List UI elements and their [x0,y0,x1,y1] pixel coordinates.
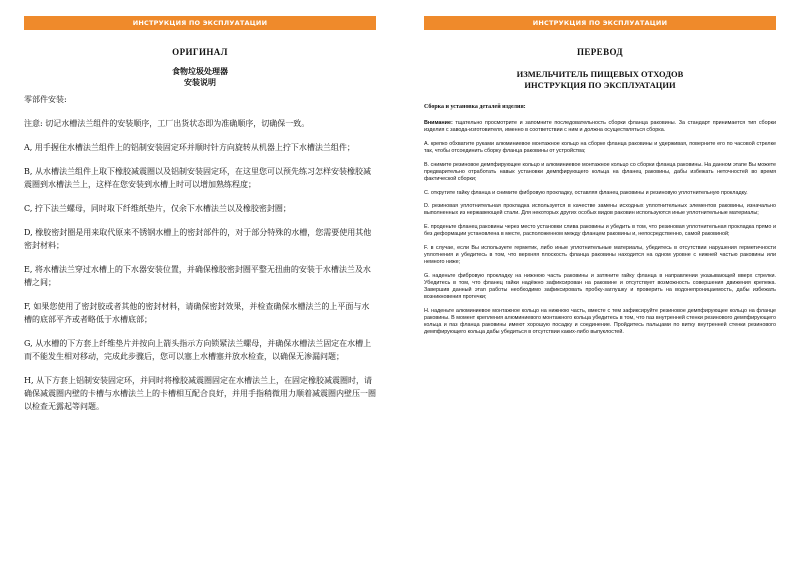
right-section-title: Сборка и установка деталей изделия: [424,104,526,110]
left-paragraph: 注意: 切记水槽法兰组件的安装顺序，工厂出货状态即为准确顺序，切确保一致。 [24,119,310,128]
right-subtitle-line2: ИНСТРУКЦИЯ ПО ЭКСПЛУАТАЦИИ [524,80,676,90]
right-paragraph: С. открутите гайку фланца и снимите фибровую прокладку, оставляя фланец раковины и резиновую уплотнительную прокладку. [424,189,748,196]
right-attention-paragraph [424,120,776,134]
left-paragraph: E, 将水槽法兰穿过水槽上的下水器安装位置，并确保橡胶密封圈平整无扭曲的安装于水槽法兰及水槽之间； [24,265,371,287]
left-header-banner: ИНСТРУКЦИЯ ПО ЭКСПЛУАТАЦИИ [24,16,376,30]
right-paragraph: Е. проденьте фланец раковины через место установки слива раковины и убедить в том, что резиновая уплотнительная прокладка прямо и без деформации установлена в месте, расположенном между фланцем раковины и, непосредственно, самой раковиной; [424,224,776,238]
right-page-subtitle [424,69,776,91]
left-paragraph: H, 从下方套上铝制安装固定环，并同时将橡胶减震圈固定在水槽法兰上，在固定橡胶减震圈时，请确保减震圈内壁的卡槽与水槽法兰上的卡槽相互配合良好，并用手指稍微用力顺着减震圈内壁压一圈以检查无露起等问题。 [24,376,376,411]
left-subtitle-line2: 安装说明 [184,78,216,87]
attention-text: тщательно просмотрите и запомните последовательность сборки фланца раковины. За стандарт принимается тип сборки изделия с завода-изготовителя, именно в соответствии с ним и должна осуществляться сборка. [424,120,776,134]
left-paragraph: A, 用手握住水槽法兰组件上的铝制安装固定环并顺时针方向旋转从机器上拧下水槽法兰组件； [24,143,355,152]
left-paragraph: F, 如果您使用了密封胶或者其他的密封材料，请确保密封效果，并检查确保水槽法兰的上平面与水槽的底部平齐或者略低于水槽底部； [24,302,370,324]
left-body-text [24,93,376,424]
right-page-translation [400,0,800,566]
right-page-title: ПЕРЕВОД [576,47,624,57]
right-paragraph: В. снимите резиновое демпфирующее кольцо и алюминиевое монтажное кольцо со сборки фланца раковины. На данном этапе Вы можете предварительно отработать навык установки демпфирующего кольца на фланец раковины, дабы избежать неточностей во время фактической сборки; [424,161,776,182]
attention-label: Внимание: [424,120,453,127]
right-paragraph: D. резиновая уплотнительная прокладка используется в качестве замены исходных уплотнительных элементов раковины, изначально выполненных из нержавеющей стали. Для некоторых других особых видов раковин используются иные уплотнительные материалы; [424,203,776,217]
right-paragraph: F. в случае, если Вы используете герметик, либо иные уплотнительные материалы, убедитесь в отсутствии нарушения герметичности уплотнения и убедитесь в том, что верхняя плоскость фланца раковины находится на одном уровне с нижней частью раковины или немного ниже; [424,244,776,265]
left-paragraph: B, 从水槽法兰组件上取下橡胶减震圈以及铝制安装固定环，在这里您可以预先练习怎样安装橡胶减震圈到水槽法兰上，这样在您安装到水槽上时可以增加熟练程度； [24,167,371,189]
left-subtitle-line1: 食物垃圾处理器 [172,67,228,76]
right-paragraph: А. крепко обхватите руками алюминиевое монтажное кольцо на сборке фланца раковины и удерживая, поверните его по часовой стрелке так, чтобы отсоединить сборку фланца раковины от устройства; [424,140,776,154]
left-page-subtitle [24,66,376,88]
left-paragraph: 零部件安装: [24,95,67,104]
right-header-banner: ИНСТРУКЦИЯ ПО ЭКСПЛУАТАЦИИ [424,16,776,30]
left-page-title: ОРИГИНАЛ [172,47,228,57]
right-paragraph: Н. наденьте алюминиевое монтажное кольцо на нижнюю часть, вместе с тем зафиксируйте резиновое демпфирующее кольцо на фланце раковины. В момент крепления алюминиевого монтажного кольца убедитесь в том, что паз внутренней стенки резинового демпфирующего кольца и паз фланца раковины имеют хорошую посадку и соединение. Пройдитесь пальцами по витку внутренней стенки резинового демпфирующего кольца дабы убедиться в отсутствии каких-либо выпуклостей. [424,307,776,335]
left-paragraph: C, 拧下法兰螺母，同时取下纤维纸垫片，仅余下水槽法兰以及橡胶密封圈； [24,204,291,213]
left-paragraph: G, 从水槽的下方套上纤维垫片并按向上箭头指示方向锁紧法兰螺母，并确保水槽法兰固定在水槽上而不能发生相对移动，完成此步骤后，您可以塞上水槽塞并放水检查，以确保无渗漏问题； [24,339,372,361]
right-body-text [424,104,776,343]
right-subtitle-line1: ИЗМЕЛЬЧИТЕЛЬ ПИЩЕВЫХ ОТХОДОВ [516,69,684,79]
right-paragraph: G. наденьте фибровую прокладку на нижнюю часть раковины и затяните гайку фланца в направлении указывающей вверх стрелки. Убедитесь в том, что фланец гайки надёжно зафиксирован на раковине и отсутствует возможность совершения движения крепежа. Завершив данный этап работы необходимо зафиксировать пробку-заглушку и проверить на водонепроницаемость, дабы избежать возникновения протечки; [424,272,776,300]
left-paragraph: D, 橡胶密封圈是用来取代原来不锈钢水槽上的密封部件的，对于部分特殊的水槽，您需要使用其他密封材料； [24,228,372,250]
